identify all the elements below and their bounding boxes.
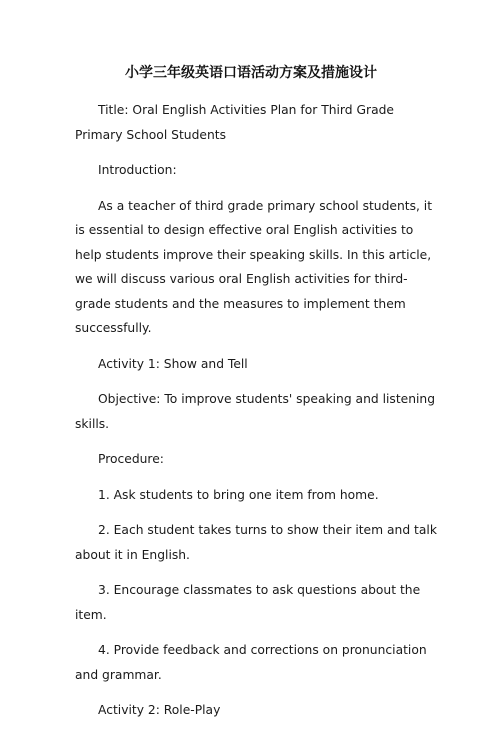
procedure-step-4: 4. Provide feedback and corrections on pronunciation and grammar. (75, 643, 427, 682)
procedure-step-2: 2. Each student takes turns to show their item and talk about it in English. (75, 523, 437, 562)
introduction-heading: Introduction: (98, 163, 177, 177)
procedure-step-3: 3. Encourage classmates to ask questions about the item. (75, 583, 421, 622)
activity-1-heading: Activity 1: Show and Tell (98, 356, 248, 371)
document-title: 小学三年级英语口语活动方案及措施设计 (125, 65, 377, 81)
procedure-step-1: 1. Ask students to bring one item from home. (98, 487, 379, 502)
activity-1-objective: Objective: To improve students' speaking and listening skills. (75, 392, 436, 431)
procedure-heading: Procedure: (98, 452, 164, 466)
title-line: Title: Oral English Activities Plan for Third Grade Primary School Students (75, 103, 394, 142)
activity-2-heading: Activity 2: Role-Play (98, 703, 221, 717)
introduction-paragraph: As a teacher of third grade primary school students, it is essential to design effective oral English activities to help students improve their speaking skills. In this article, we will discuss various oral English activities for third-grade students and the measures to implement them successfully. (75, 198, 433, 335)
document-body (75, 98, 440, 734)
